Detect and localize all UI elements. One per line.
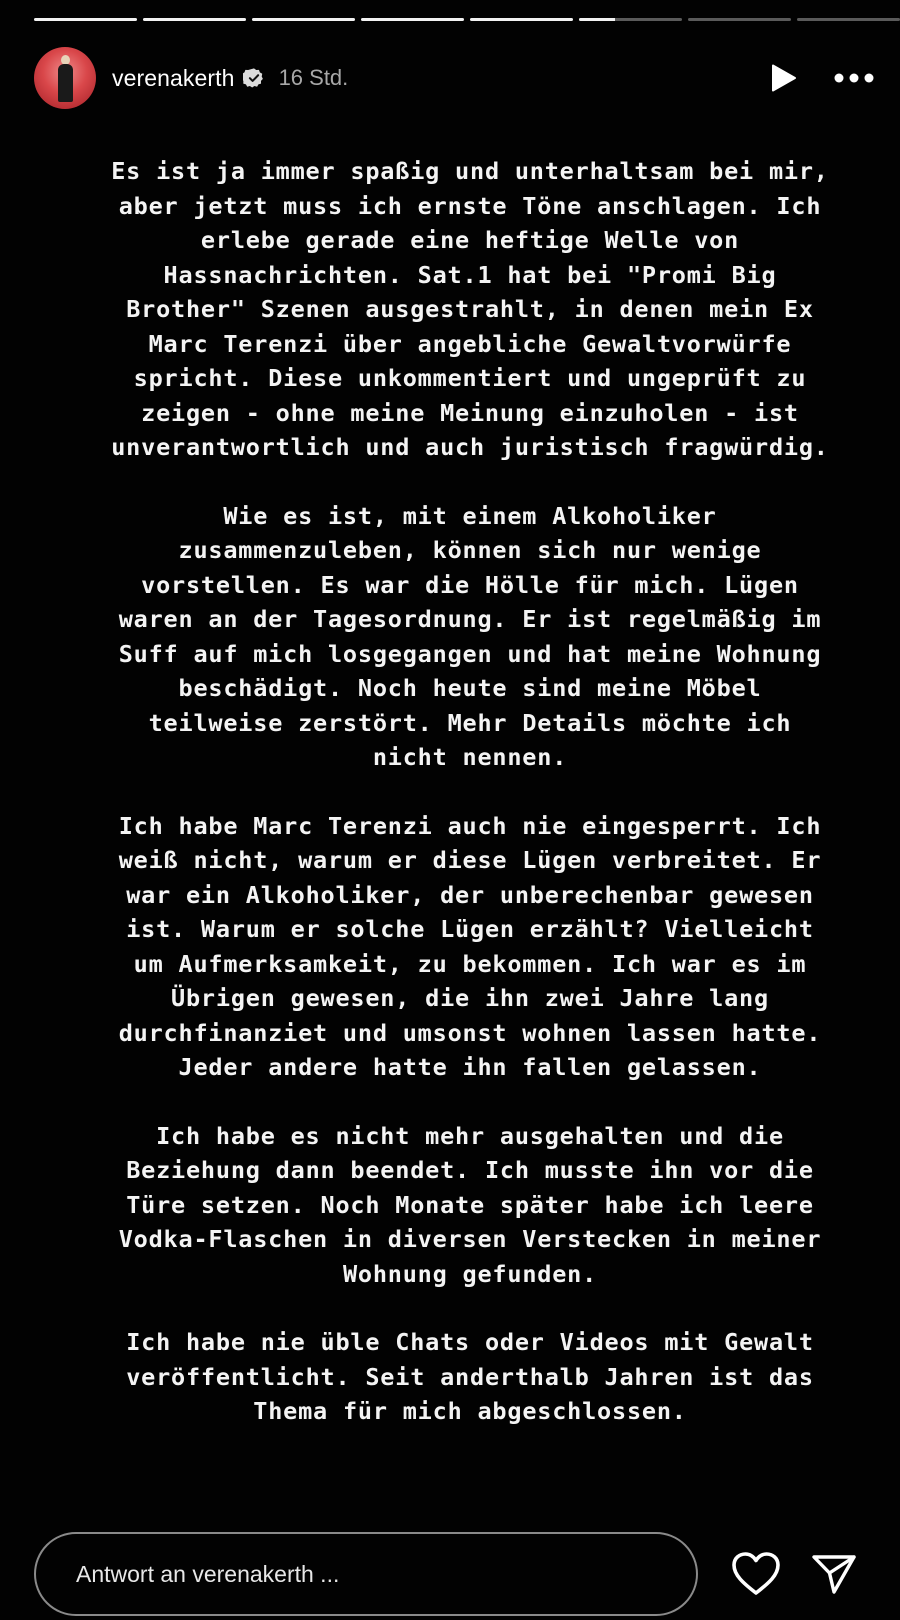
username[interactable]: verenakerth <box>112 64 235 91</box>
story-text-line: Marc Terenzi über angebliche Gewaltvorwürfe <box>148 329 792 358</box>
more-icon <box>834 73 874 83</box>
story-text-line: Wohnung gefunden. <box>342 1259 598 1288</box>
story-timestamp: 16 Std. <box>278 65 349 90</box>
story-footer <box>34 1530 880 1618</box>
story-text-line: Hassnachrichten. Sat.1 hat bei "Promi Big <box>163 260 777 289</box>
story-text-line: waren an der Tagesordnung. Er ist regelmäßig im <box>118 605 822 633</box>
progress-segment-fill <box>470 18 573 21</box>
story-paragraph <box>30 1119 900 1292</box>
story-text-line: aber jetzt muss ich ernste Töne anschlagen. Ich <box>118 191 822 220</box>
story-text-line: nicht nennen. <box>372 743 568 771</box>
progress-segment <box>361 18 464 21</box>
story-progress-bar <box>34 18 900 22</box>
progress-segment <box>579 18 682 21</box>
story-text-line: Es ist ja immer spaßig und unterhaltsam bei mir, <box>111 157 829 185</box>
progress-segment-fill <box>143 18 246 21</box>
story-text-line: vorstellen. Es war die Hölle für mich. Lügen <box>141 570 799 599</box>
avatar-figure <box>58 55 72 101</box>
story-text-line: Türe setzen. Noch Monate später habe ich leere <box>126 1190 814 1219</box>
progress-segment <box>688 18 791 21</box>
progress-segment <box>470 18 573 21</box>
story-text-line: zusammenzuleben, können sich nur wenige <box>178 536 762 564</box>
story-text-line: war ein Alkoholiker, der unberechenbar gewesen <box>126 880 814 909</box>
story-paragraph <box>30 499 900 775</box>
story-text-line: teilweise zerstört. Mehr Details möchte ich <box>148 708 792 737</box>
play-icon <box>770 63 798 93</box>
story-text-line: Beziehung dann beendet. Ich musste ihn vor die <box>126 1156 814 1184</box>
story-text-line: Thema für mich abgeschlossen. <box>253 1397 687 1425</box>
more-options-button[interactable] <box>832 58 876 98</box>
story-text-line: durchfinanziet und umsonst wohnen lassen hatte. <box>118 1018 822 1047</box>
story-text-line: unverantwortlich und auch juristisch fragwürdig. <box>111 433 829 461</box>
send-icon <box>811 1552 857 1596</box>
story-text-line: Jeder andere hatte ihn fallen gelassen. <box>178 1053 762 1081</box>
story-text-line: beschädigt. Noch heute sind meine Möbel <box>178 674 762 702</box>
progress-segment-fill <box>34 18 137 21</box>
story-text <box>30 154 900 1463</box>
story-text-line: Übrigen gewesen, die ihn zwei Jahre lang <box>171 984 769 1012</box>
play-button[interactable] <box>764 58 804 98</box>
story-text-line: Ich habe Marc Terenzi auch nie eingesperrt. Ich <box>118 811 822 840</box>
story-header <box>34 46 876 110</box>
story-text-line: weiß nicht, warum er diese Lügen verbreitet. Er <box>118 846 822 874</box>
story-text-line: Ich habe es nicht mehr ausgehalten und die <box>156 1121 784 1150</box>
heart-icon <box>731 1551 781 1597</box>
progress-segment <box>252 18 355 21</box>
progress-segment <box>34 18 137 21</box>
story-text-line: Suff auf mich losgegangen und hat meine Wohnung <box>118 639 822 668</box>
story-paragraph <box>30 154 900 465</box>
progress-segment-fill <box>579 18 615 21</box>
story-text-line: zeigen - ohne meine Meinung einzuholen - ist <box>141 398 799 427</box>
story-paragraph <box>30 809 900 1085</box>
avatar[interactable] <box>34 47 96 109</box>
story-paragraph <box>30 1325 900 1429</box>
verified-badge-icon <box>243 67 265 89</box>
reply-input[interactable] <box>34 1532 698 1616</box>
progress-segment <box>797 18 900 21</box>
story-text-line: erlebe gerade eine heftige Welle von <box>200 226 740 254</box>
like-button[interactable] <box>728 1546 784 1602</box>
story-text-line: Brother" Szenen ausgestrahlt, in denen mein Ex <box>126 295 814 323</box>
story-text-line: Vodka-Flaschen in diversen Verstecken in meiner <box>118 1225 822 1253</box>
story-text-line: veröffentlicht. Seit anderthalb Jahren ist das <box>126 1362 814 1391</box>
story-text-line: um Aufmerksamkeit, zu bekommen. Ich war es im <box>133 949 807 978</box>
story-text-line: ist. Warum er solche Lügen erzählt? Vielleicht <box>126 915 814 943</box>
progress-segment-fill <box>252 18 355 21</box>
story-text-line: Wie es ist, mit einem Alkoholiker <box>223 501 717 530</box>
progress-segment <box>143 18 246 21</box>
story-text-line: Ich habe nie üble Chats oder Videos mit Gewalt <box>126 1328 814 1356</box>
story-text-line: spricht. Diese unkommentiert und ungeprüft zu <box>133 364 807 392</box>
share-button[interactable] <box>806 1546 862 1602</box>
progress-segment-fill <box>361 18 464 21</box>
